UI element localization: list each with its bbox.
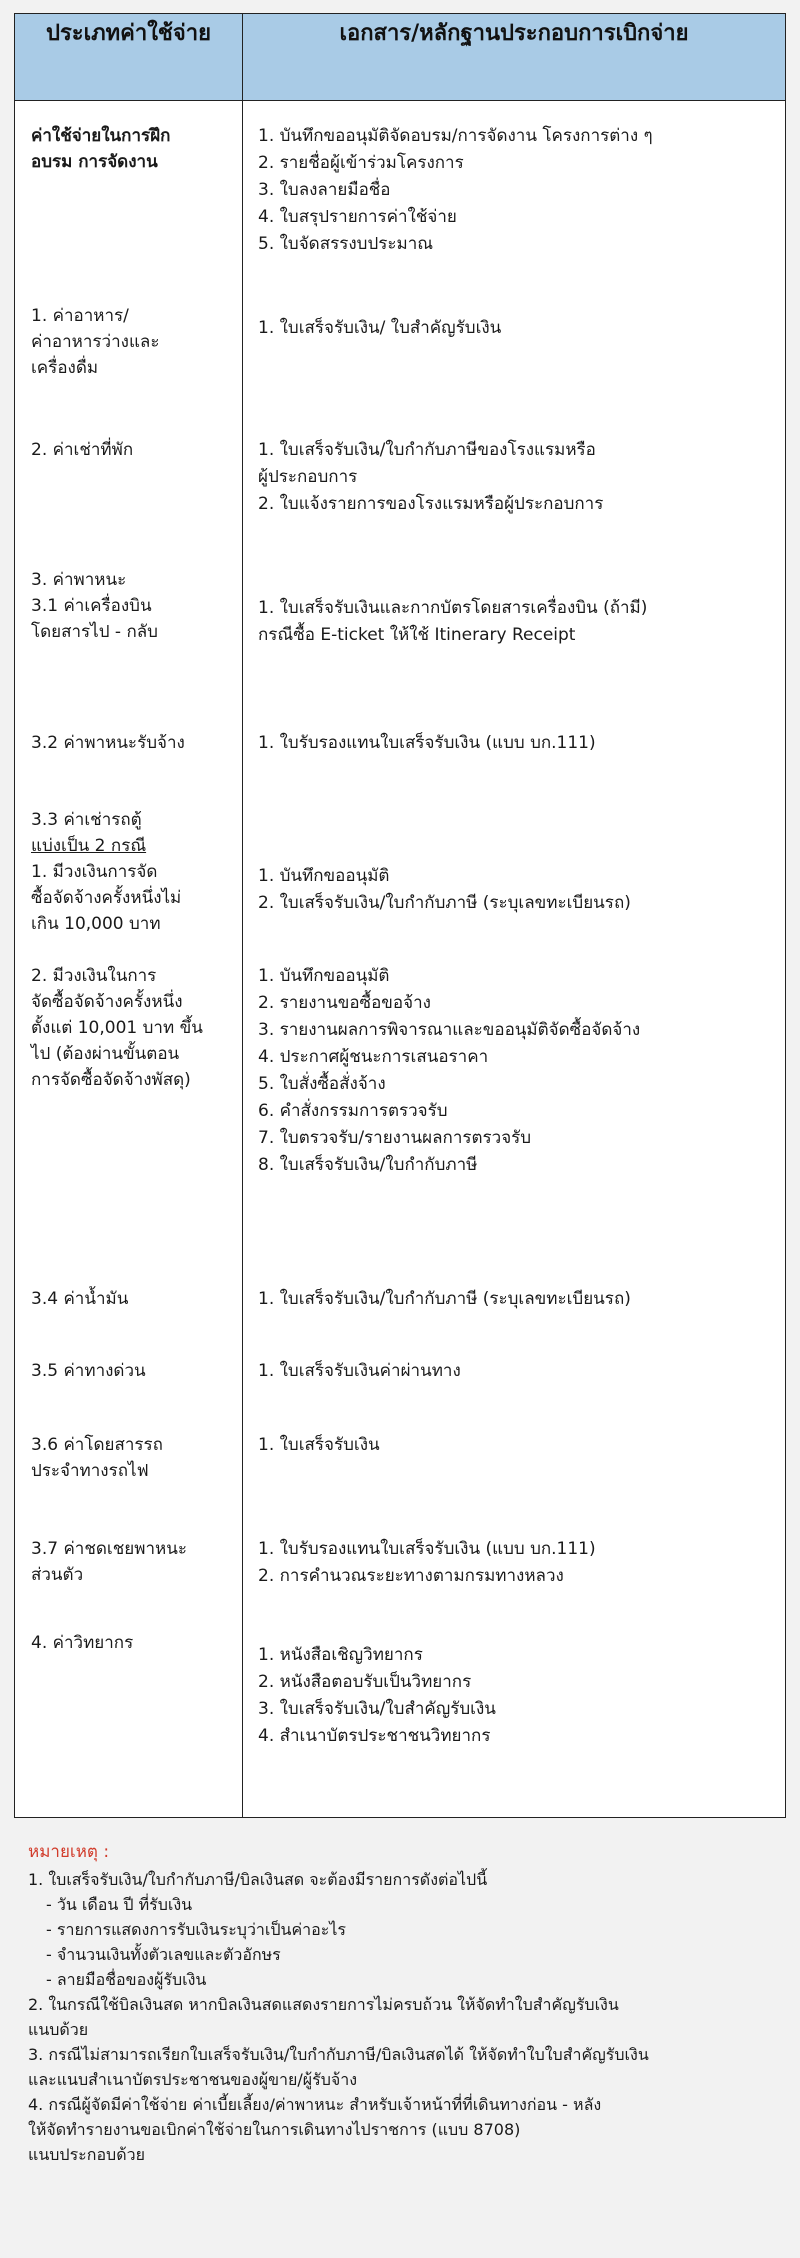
document-item: 5. ใบจัดสรรงบประมาณ bbox=[258, 234, 434, 254]
document-item: 3. รายงานผลการพิจารณาและขออนุมัติจัดซื้อจัดจ้าง bbox=[258, 1019, 641, 1040]
table-row-train-bus bbox=[15, 1412, 786, 1510]
documents-list bbox=[244, 1358, 784, 1385]
document-item: 1. บันทึกขออนุมัติ bbox=[258, 965, 390, 986]
table-row-taxi bbox=[15, 706, 786, 781]
document-item: 1. ใบเสร็จรับเงินค่าผ่านทาง bbox=[258, 1360, 461, 1381]
note-subitem: - จำนวนเงินทั้งตัวเลขและตัวอักษร bbox=[46, 1945, 281, 1964]
document-item: 1. บันทึกขออนุมัติ bbox=[258, 865, 390, 886]
table-row-accommodation bbox=[15, 421, 786, 549]
category-cell bbox=[15, 1338, 243, 1412]
document-item: 1. ใบเสร็จรับเงิน bbox=[258, 1434, 380, 1455]
document-item: 1. บันทึกขออนุมัติจัดอบรม/การจัดงาน โครงการต่าง ๆ bbox=[258, 126, 653, 146]
documents-list bbox=[244, 437, 784, 518]
category-label: 3.4 ค่าน้ำมัน bbox=[31, 1288, 129, 1309]
category-cell bbox=[15, 1412, 243, 1510]
documents-list bbox=[244, 1642, 784, 1750]
category-label: 3.2 ค่าพาหนะรับจ้าง bbox=[31, 732, 185, 753]
note-item: 1. ใบเสร็จรับเงิน/ใบกำกับภาษี/บิลเงินสด จะต้องมีรายการดังต่อไปนี้ bbox=[28, 1870, 488, 1889]
documents-list bbox=[244, 1536, 784, 1590]
document-item: 1. ใบเสร็จรับเงิน/ใบกำกับภาษี (ระบุเลขทะเบียนรถ) bbox=[258, 1288, 631, 1309]
document-item: 1. ใบรับรองแทนใบเสร็จรับเงิน (แบบ บก.111) bbox=[258, 732, 596, 753]
category-cell bbox=[15, 1510, 243, 1606]
note-subitem: - ลายมือชื่อของผู้รับเงิน bbox=[46, 1970, 207, 1989]
category-label: 3.5 ค่าทางด่วน bbox=[31, 1360, 146, 1381]
category-case-label: 1. มีวงเงินการจัด ซื้อจัดจ้างครั้งหนึ่งไม่ เกิน 10,000 บาท bbox=[31, 861, 182, 934]
category-label: 3.7 ค่าชดเชยพาหนะ ส่วนตัว bbox=[31, 1538, 187, 1585]
document-item: 8. ใบเสร็จรับเงิน/ใบกำกับภาษี bbox=[258, 1154, 478, 1175]
table-row-fuel bbox=[15, 1268, 786, 1338]
table-row-private-vehicle bbox=[15, 1510, 786, 1606]
document-item: 4. สำเนาบัตรประชาชนวิทยากร bbox=[258, 1725, 491, 1746]
document-item: 1. ใบรับรองแทนใบเสร็จรับเงิน (แบบ บก.111) bbox=[258, 1538, 596, 1559]
header-supporting-documents: เอกสาร/หลักฐานประกอบการเบิกจ่าย bbox=[243, 14, 786, 101]
documents-cell bbox=[243, 1412, 786, 1510]
documents-cell bbox=[243, 549, 786, 706]
category-label: 4. ค่าวิทยากร bbox=[31, 1632, 134, 1653]
documents-list bbox=[244, 595, 784, 649]
expense-documents-table bbox=[14, 13, 786, 1818]
document-item: 2. การคำนวณระยะทางตามกรมทางหลวง bbox=[258, 1565, 564, 1586]
category-label: ค่าใช้จ่ายในการฝึก อบรม การจัดงาน bbox=[31, 126, 171, 172]
document-item: 1. ใบเสร็จรับเงินและกากบัตรโดยสารเครื่องบิน (ถ้ามี) กรณีซื้อ E-ticket ให้ใช้ Itinerary Receipt bbox=[258, 597, 648, 645]
category-cell bbox=[15, 295, 243, 421]
document-item: 3. ใบเสร็จรับเงิน/ใบสำคัญรับเงิน bbox=[258, 1698, 496, 1719]
documents-cell bbox=[243, 1338, 786, 1412]
document-item: 2. หนังสือตอบรับเป็นวิทยากร bbox=[258, 1671, 472, 1692]
documents-list bbox=[244, 863, 784, 917]
document-item: 7. ใบตรวจรับ/รายงานผลการตรวจรับ bbox=[258, 1127, 532, 1148]
category-cell bbox=[15, 706, 243, 781]
document-item: 1. หนังสือเชิญวิทยากร bbox=[258, 1644, 423, 1665]
note-subitem: - รายการแสดงการรับเงินระบุว่าเป็นค่าอะไร bbox=[46, 1920, 346, 1939]
documents-list bbox=[244, 1432, 784, 1459]
category-label: 1. ค่าอาหาร/ ค่าอาหารว่างและ เครื่องดื่ม bbox=[31, 305, 160, 378]
category-cell bbox=[15, 549, 243, 706]
documents-cell bbox=[243, 1606, 786, 1818]
document-item: 1. ใบเสร็จรับเงิน/ ใบสำคัญรับเงิน bbox=[258, 317, 502, 338]
documents-list bbox=[244, 315, 784, 342]
documents-cell bbox=[243, 706, 786, 781]
table-row-van-rental-small bbox=[15, 781, 786, 963]
document-item: 2. รายงานขอซื้อขอจ้าง bbox=[258, 992, 431, 1013]
note-item: 3. กรณีไม่สามารถเรียกใบเสร็จรับเงิน/ใบกำกับภาษี/บิลเงินสดได้ ให้จัดทำใบใบสำคัญรับเงิน และแนบสำเนาบัตรประชาชนของผู้ขาย/ผู้รับจ้าง bbox=[28, 2045, 649, 2089]
category-cell bbox=[15, 101, 243, 295]
header-expense-type: ประเภทค่าใช้จ่าย bbox=[15, 14, 243, 101]
notes-title: หมายเหตุ : bbox=[28, 1842, 110, 1862]
table-row-training bbox=[15, 101, 786, 295]
document-item: 2. ใบเสร็จรับเงิน/ใบกำกับภาษี (ระบุเลขทะเบียนรถ) bbox=[258, 892, 631, 913]
document-item: 4. ประกาศผู้ชนะการเสนอราคา bbox=[258, 1046, 489, 1067]
documents-list bbox=[244, 730, 784, 757]
category-label: 3.3 ค่าเช่ารถตู้ bbox=[31, 809, 142, 830]
document-item: 2. ใบแจ้งรายการของโรงแรมหรือผู้ประกอบการ bbox=[258, 493, 604, 514]
category-label: 3. ค่าพาหนะ 3.1 ค่าเครื่องบิน โดยสารไป - กลับ bbox=[31, 569, 158, 642]
category-label: 3.6 ค่าโดยสารรถ ประจำทางรถไฟ bbox=[31, 1434, 163, 1481]
category-cell bbox=[15, 963, 243, 1268]
table-row-expressway bbox=[15, 1338, 786, 1412]
note-item: 2. ในกรณีใช้บิลเงินสด หากบิลเงินสดแสดงรายการไม่ครบถ้วน ให้จัดทำใบสำคัญรับเงิน แนบด้วย bbox=[28, 1995, 619, 2039]
documents-list bbox=[244, 963, 784, 1179]
documents-cell bbox=[243, 101, 786, 295]
document-item: 5. ใบสั่งซื้อสั่งจ้าง bbox=[258, 1073, 386, 1094]
category-sublabel: แบ่งเป็น 2 กรณี bbox=[31, 835, 147, 856]
document-item: 1. ใบเสร็จรับเงิน/ใบกำกับภาษีของโรงแรมหรือ ผู้ประกอบการ bbox=[258, 439, 596, 487]
category-cell bbox=[15, 421, 243, 549]
documents-list bbox=[244, 123, 784, 258]
documents-list bbox=[244, 1286, 784, 1313]
table-row-van-rental-large bbox=[15, 963, 786, 1268]
notes-section bbox=[28, 1840, 778, 2167]
table-row-food bbox=[15, 295, 786, 421]
category-cell bbox=[15, 1268, 243, 1338]
category-label: 2. มีวงเงินในการ จัดซื้อจัดจ้างครั้งหนึ่ง ตั้งแต่ 10,001 บาท ขึ้น ไป (ต้องผ่านขั้นตอน การจัดซื้อจัดจ้างพัสดุ) bbox=[31, 965, 203, 1090]
table-header-row bbox=[15, 14, 786, 101]
document-item: 2. รายชื่อผู้เข้าร่วมโครงการ bbox=[258, 153, 464, 173]
documents-cell bbox=[243, 421, 786, 549]
documents-cell bbox=[243, 1510, 786, 1606]
documents-cell bbox=[243, 781, 786, 963]
note-item: 4. กรณีผู้จัดมีค่าใช้จ่าย ค่าเบี้ยเลี้ยง/ค่าพาหนะ สำหรับเจ้าหน้าที่ที่เดินทางก่อน - หลัง ให้จัดทำรายงานขอเบิกค่าใช้จ่ายในการเดินทางไปราชการ (แบบ 8708) แนบประกอบด้วย bbox=[28, 2095, 602, 2164]
documents-cell bbox=[243, 963, 786, 1268]
documents-cell bbox=[243, 1268, 786, 1338]
category-cell bbox=[15, 781, 243, 963]
document-item: 3. ใบลงลายมือชื่อ bbox=[258, 180, 391, 200]
table-row-airfare bbox=[15, 549, 786, 706]
category-cell bbox=[15, 1606, 243, 1818]
document-item: 6. คำสั่งกรรมการตรวจรับ bbox=[258, 1100, 448, 1121]
category-label: 2. ค่าเช่าที่พัก bbox=[31, 439, 134, 460]
documents-cell bbox=[243, 295, 786, 421]
table-row-speaker bbox=[15, 1606, 786, 1818]
document-item: 4. ใบสรุปรายการค่าใช้จ่าย bbox=[258, 207, 457, 227]
note-subitem: - วัน เดือน ปี ที่รับเงิน bbox=[46, 1895, 193, 1914]
